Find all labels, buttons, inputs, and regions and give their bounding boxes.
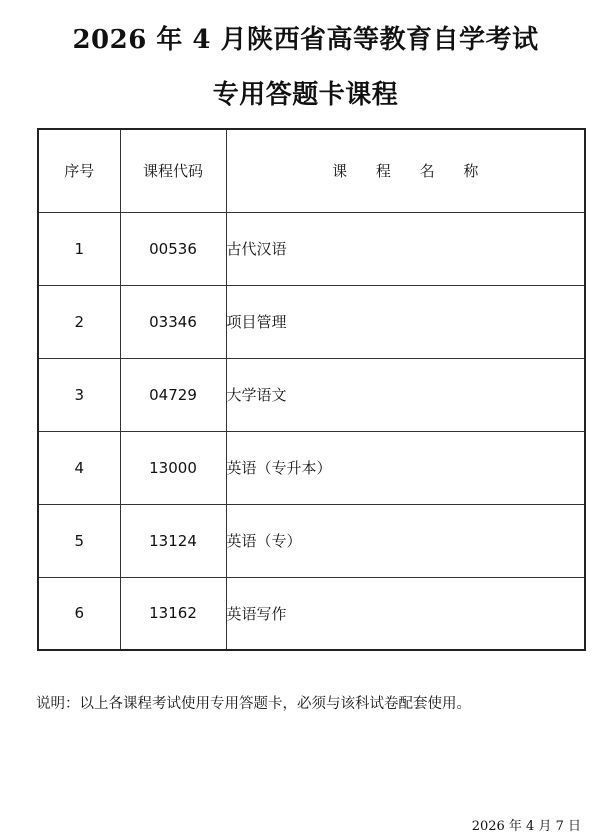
document-title-line2: 专用答题卡课程 [212, 80, 399, 110]
table-row [38, 431, 585, 504]
row-serial-number: 6 [38, 577, 120, 650]
row-serial-number: 2 [38, 285, 120, 358]
header-course-name: 课 程 名 称 [226, 129, 585, 212]
row-course-code: 13000 [120, 431, 226, 504]
row-course-code: 13162 [120, 577, 226, 650]
table-row [38, 504, 585, 577]
row-course-name: 英语（专） [226, 504, 585, 577]
row-course-name: 英语（专升本） [226, 431, 585, 504]
issue-date: 2026 年 4 月 7 日 [471, 819, 581, 834]
table-row [38, 358, 585, 431]
table-row [38, 212, 585, 285]
row-serial-number: 4 [38, 431, 120, 504]
document-title-line1: 2026 年 4 月陕西省高等教育自学考试 [72, 25, 539, 55]
header-course-code: 课程代码 [120, 129, 226, 212]
table-row [38, 285, 585, 358]
row-serial-number: 3 [38, 358, 120, 431]
row-course-code: 13124 [120, 504, 226, 577]
row-course-name: 大学语文 [226, 358, 585, 431]
row-serial-number: 5 [38, 504, 120, 577]
row-course-name: 古代汉语 [226, 212, 585, 285]
table-header-row [38, 129, 585, 212]
row-course-name: 项目管理 [226, 285, 585, 358]
header-serial-number: 序号 [38, 129, 120, 212]
row-course-code: 04729 [120, 358, 226, 431]
course-table [37, 128, 586, 651]
row-course-code: 00536 [120, 212, 226, 285]
usage-note: 说明：以上各课程考试使用专用答题卡，必须与该科试卷配套使用。 [36, 696, 471, 712]
row-course-name: 英语写作 [226, 577, 585, 650]
table-row [38, 577, 585, 650]
row-serial-number: 1 [38, 212, 120, 285]
row-course-code: 03346 [120, 285, 226, 358]
